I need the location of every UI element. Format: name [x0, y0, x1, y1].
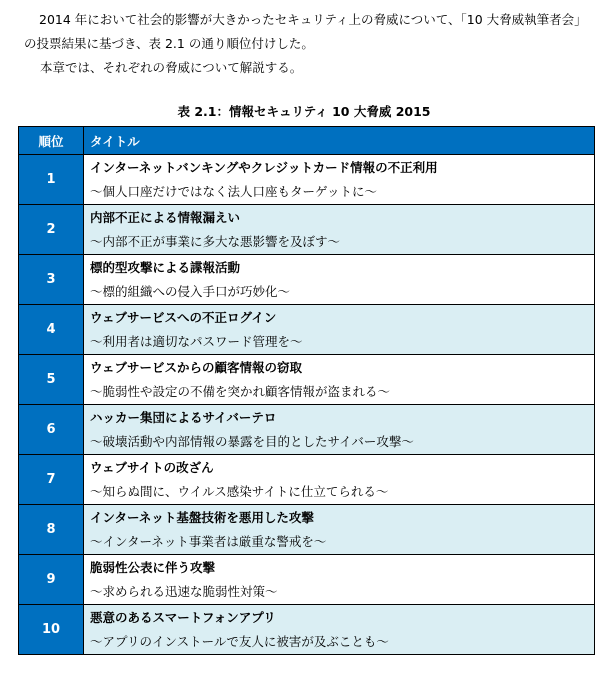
table-row — [19, 455, 595, 505]
table-row — [19, 305, 595, 355]
threat-title: 悪意のあるスマートフォンアプリ — [90, 609, 276, 625]
title-cell — [84, 555, 595, 605]
threat-title: 内部不正による情報漏えい — [90, 209, 241, 225]
rank-cell: 7 — [19, 455, 84, 505]
title-cell — [84, 355, 595, 405]
chapter-paragraph: 本章では、それぞれの脅威について解説する。 — [40, 60, 303, 75]
rank-cell: 5 — [19, 355, 84, 405]
rank-cell: 4 — [19, 305, 84, 355]
threat-subtitle: ～求められる迅速な脆弱性対策～ — [90, 583, 278, 599]
table-row — [19, 555, 595, 605]
threats-table — [18, 126, 595, 655]
title-cell — [84, 205, 595, 255]
table-row — [19, 505, 595, 555]
table-row — [19, 205, 595, 255]
threat-subtitle: ～内部不正が事業に多大な悪影響を及ぼす～ — [90, 233, 341, 249]
table-row — [19, 255, 595, 305]
threat-title: ウェブサービスへの不正ログイン — [90, 309, 277, 325]
threat-subtitle: ～脆弱性や設定の不備を突かれ顧客情報が盗まれる～ — [90, 383, 391, 399]
title-cell — [84, 405, 595, 455]
threat-subtitle: ～インターネット事業者は厳重な警戒を～ — [90, 533, 327, 549]
title-cell — [84, 605, 595, 655]
threat-title: ハッカー集団によるサイバーテロ — [90, 409, 277, 425]
rank-cell: 8 — [19, 505, 84, 555]
threat-title: ウェブサイトの改ざん — [90, 459, 214, 475]
threat-subtitle: ～破壊活動や内部情報の暴露を目的としたサイバー攻撃～ — [90, 433, 414, 449]
threat-subtitle: ～個人口座だけではなく法人口座もターゲットに～ — [90, 183, 378, 199]
threat-subtitle: ～知らぬ間に、ウイルス感染サイトに仕立てられる～ — [90, 483, 389, 499]
rank-cell: 10 — [19, 605, 84, 655]
title-cell — [84, 155, 595, 205]
title-cell — [84, 305, 595, 355]
table-caption: 表 2.1：情報セキュリティ 10 大脅威 2015 — [177, 104, 431, 119]
threat-subtitle: ～アプリのインストールで友人に被害が及ぶことも～ — [90, 633, 389, 649]
title-cell — [84, 255, 595, 305]
rank-cell: 2 — [19, 205, 84, 255]
intro-paragraph: 2014 年において社会的影響が大きかったセキュリティ上の脅威について、「10 大脅威執筆者会」の投票結果に基づき、表 2.1 の通り順位付けした。 — [24, 12, 587, 51]
header-rank: 順位 — [19, 127, 84, 155]
table-row — [19, 155, 595, 205]
rank-cell: 3 — [19, 255, 84, 305]
threat-subtitle: ～標的組織への侵入手口が巧妙化～ — [90, 283, 291, 299]
title-cell — [84, 505, 595, 555]
threat-title: インターネットバンキングやクレジットカード情報の不正利用 — [90, 159, 438, 175]
threat-title: インターネット基盤技術を悪用した攻撃 — [90, 509, 314, 525]
table-row — [19, 605, 595, 655]
rank-cell: 1 — [19, 155, 84, 205]
threat-title: ウェブサービスからの顧客情報の窃取 — [90, 359, 303, 375]
rank-cell: 6 — [19, 405, 84, 455]
rank-cell: 9 — [19, 555, 84, 605]
title-cell — [84, 455, 595, 505]
header-title: タイトル — [84, 127, 595, 155]
threat-subtitle: ～利用者は適切なパスワード管理を～ — [90, 333, 303, 349]
table-header-row — [19, 127, 595, 155]
threat-title: 標的型攻撃による諜報活動 — [90, 259, 241, 275]
table-row — [19, 405, 595, 455]
table-row — [19, 355, 595, 405]
threat-title: 脆弱性公表に伴う攻撃 — [90, 559, 216, 575]
